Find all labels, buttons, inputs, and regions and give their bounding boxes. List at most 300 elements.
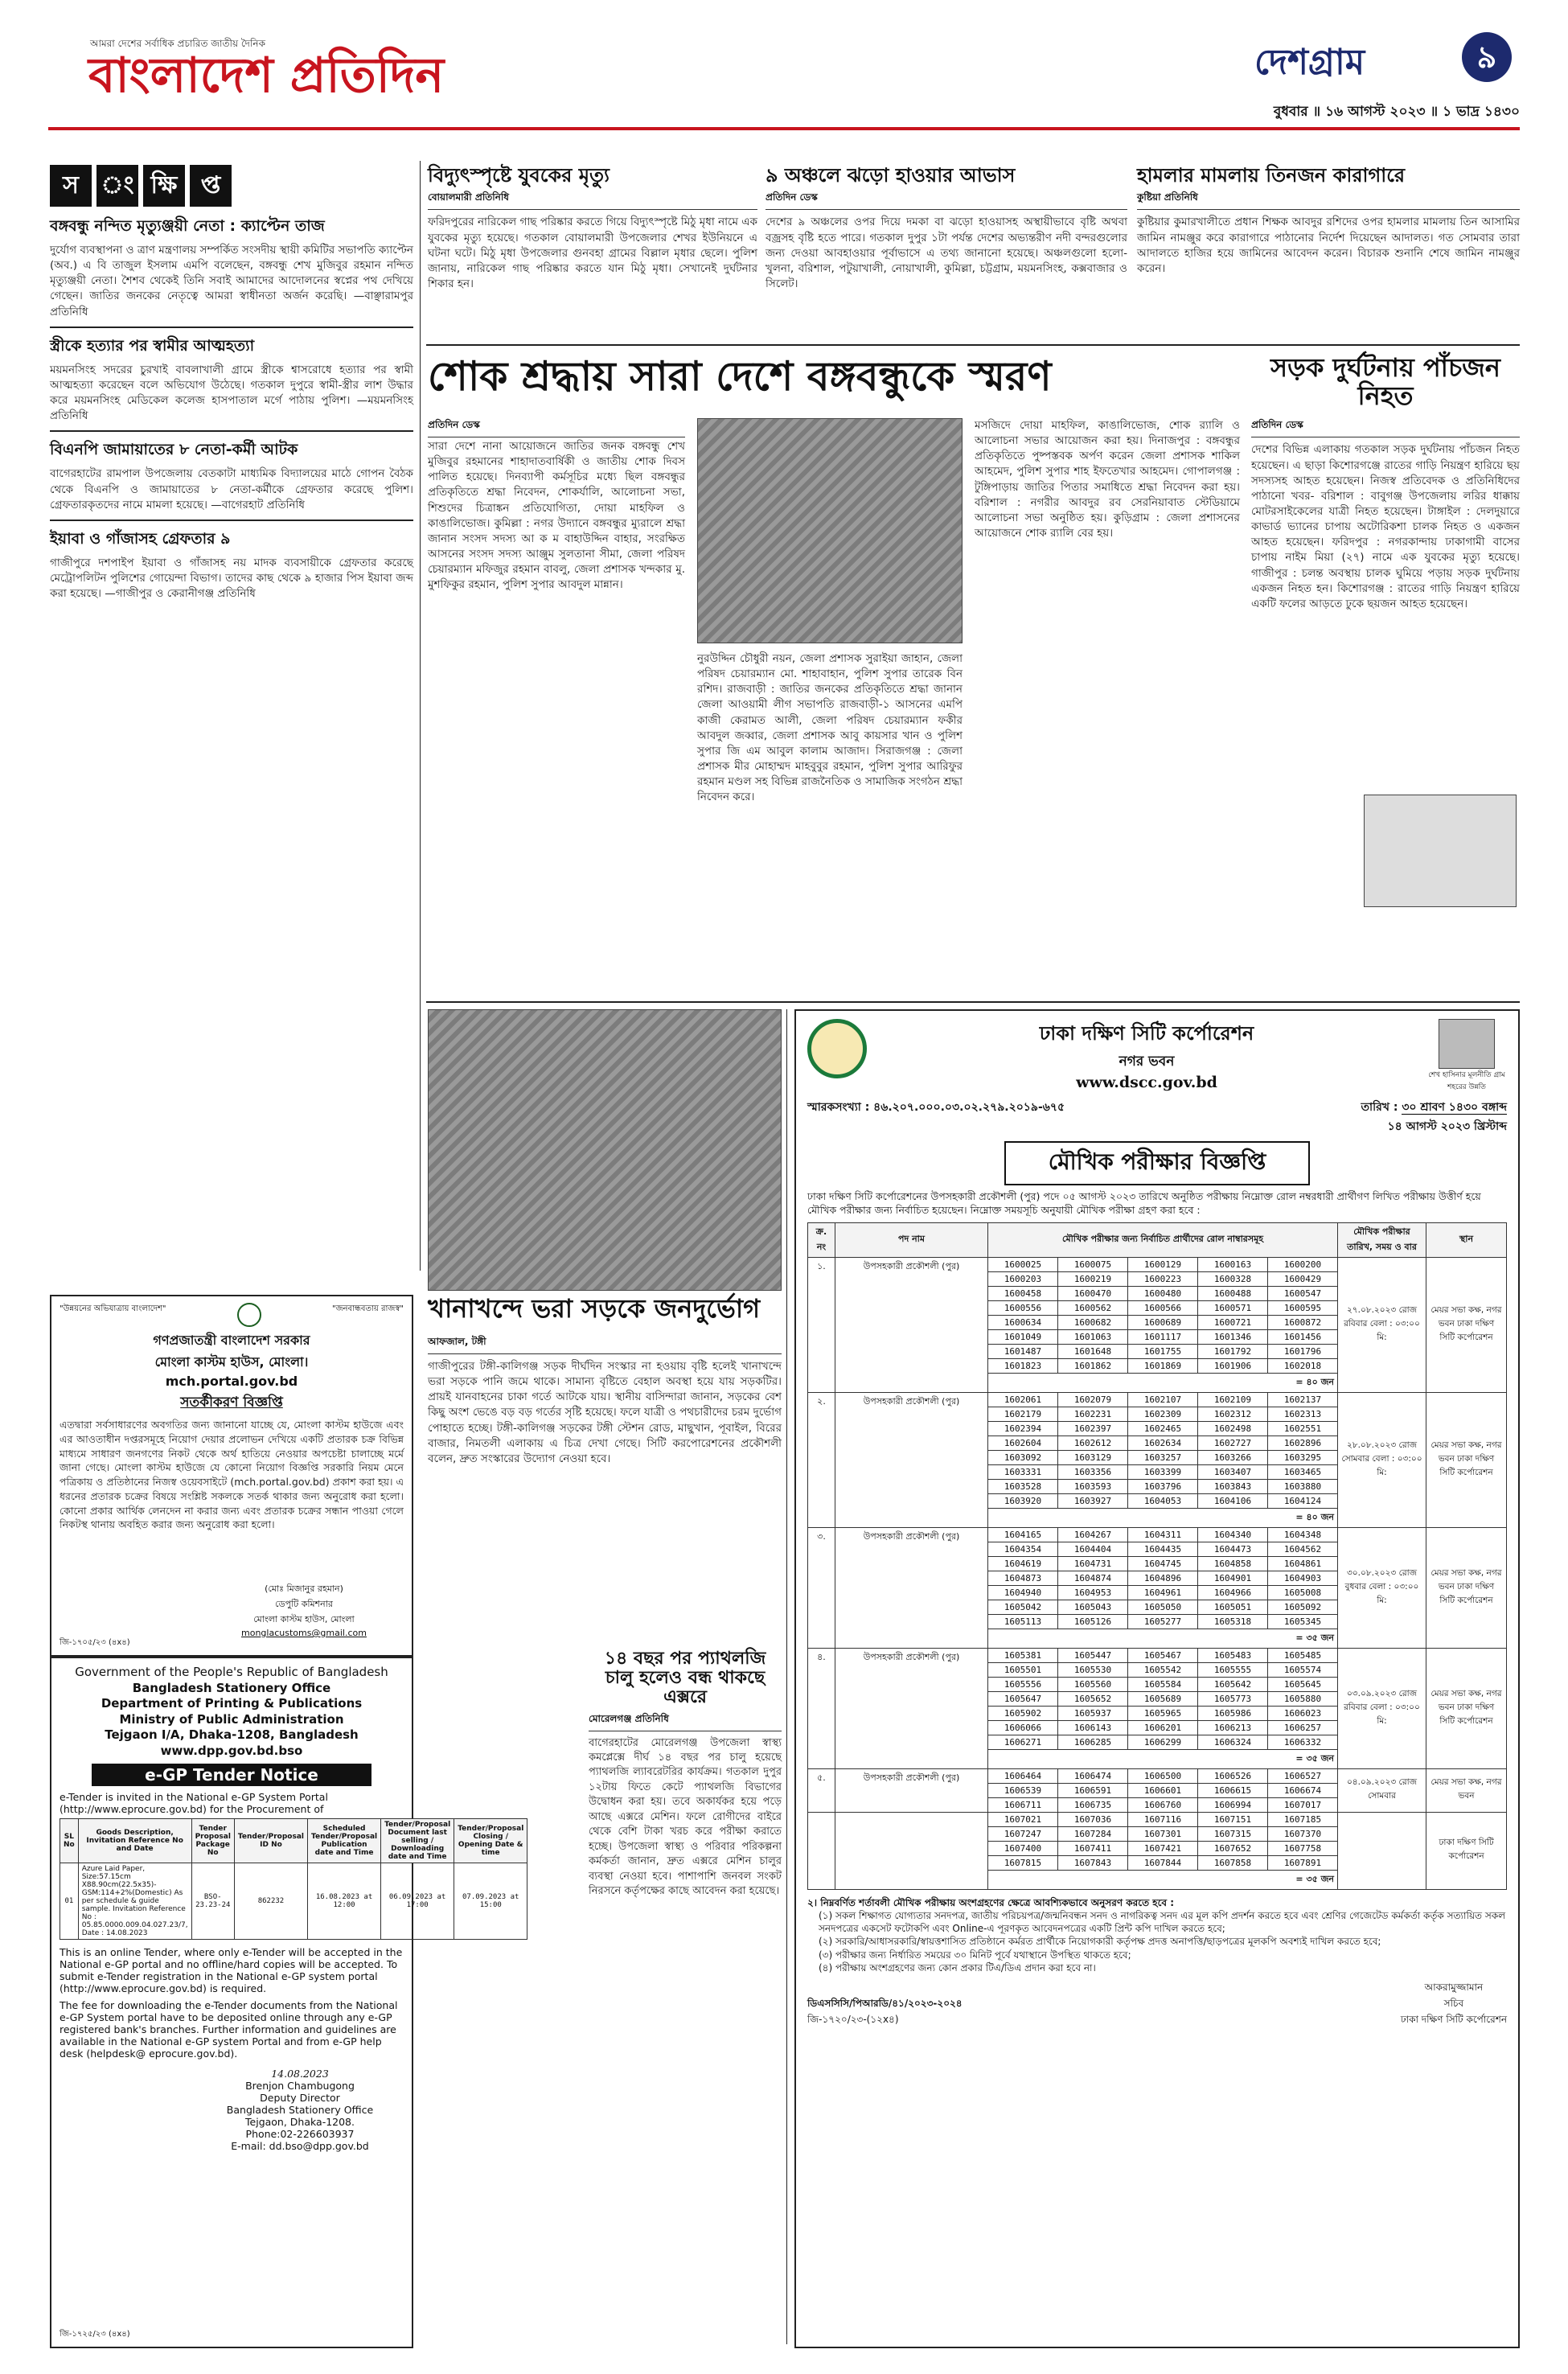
col-header: ক্র. নং: [808, 1222, 835, 1257]
roll-cell: 1603528: [988, 1479, 1058, 1493]
lead-headline: শোক শ্রদ্ধায় সারা দেশে বঙ্গবন্ধুকে স্মরণ: [428, 352, 1052, 400]
roll-cell: 1600328: [1198, 1271, 1268, 1286]
ad-title: সতর্কীকরণ বিজ্ঞপ্তি: [180, 1394, 283, 1411]
roll-cell: 1605965: [1128, 1706, 1198, 1720]
roll-cell: 1604858: [1198, 1556, 1268, 1571]
dscc-ref: ডিএসসিসি/পিআরডি/৪১/২০২৩-২০২৪: [807, 1997, 963, 2009]
roll-cell: 1602604: [988, 1435, 1058, 1450]
serial-cell: ৫.: [808, 1768, 835, 1812]
post-cell: উপসহকারী প্রকৌশলী (পুর): [835, 1527, 988, 1648]
roll-cell: 1602727: [1198, 1435, 1268, 1450]
roll-cell: 1607844: [1128, 1855, 1198, 1870]
roll-cell: 1602313: [1268, 1407, 1338, 1421]
road-story: [428, 1335, 782, 1641]
roll-cell: 1607151: [1198, 1812, 1268, 1826]
count-cell: = ৪০ জন: [988, 1373, 1338, 1392]
roll-cell: 1601862: [1058, 1358, 1128, 1373]
brief-title: বিএনপি জামায়াতের ৮ নেতা-কর্মী আটক: [50, 441, 298, 459]
customs-notice: [50, 1295, 413, 1657]
dscc-notice: [794, 1009, 1520, 2348]
roll-cell: 1606066: [988, 1720, 1058, 1735]
tender-cell: 06.09.2023 at 17:00: [381, 1863, 454, 1940]
ad-slogan: "উন্নয়নের অভিযাত্রায় বাংলাদেশ": [60, 1304, 166, 1313]
roll-cell: 1600219: [1058, 1271, 1128, 1286]
tender-paragraph: This is an online Tender, where only e-Tender will be accepted in the National e-GP portal and no offline/hard copies will be accepted. To submit e-Tender registration in the National e-GP system portal (http://www.eprocure.gov.bd) is required.: [60, 1946, 403, 1994]
lead-column: সারা দেশে নানা আয়োজনে জাতির জনক বঙ্গবন্ধু শেখ মুজিবুর রহমানের শাহাদাতবার্ষিকী ও জাতীয় শোক দিবস পালিত হয়েছে। দিনব্যাপী কর্মসূচির মধ্যে ছিল বঙ্গবন্ধুর প্রতিকৃতিতে শ্রদ্ধা নিবেদন, শোকর্যালি, আলোচনা সভা, শিশুদের চিত্রাঙ্কন প্রতিযোগিতা, দোয়া মাহফিল ও কাঙালিভোজ। কুমিল্লা : নগর উদ্যানে বঙ্গবন্ধুর ম্যুরালে শ্রদ্ধা জানান সংসদ সদস্য আ ক ম বাহাউদ্দিন বাহার, সংরক্ষিত আসনের সংসদ সদস্য আঞ্জুম সুলতানা সীমা, জেলা পরিষদ চেয়ারম্যান মফিজুর রহমান বাবলু, জেলা প্রশাসক খন্দকার মু. মুশফিকুর রহমান, পুলিশ সুপার আবদুল মান্নান।: [428, 440, 685, 592]
dscc-bhaban: নগর ভবন: [1119, 1054, 1175, 1070]
count-cell: = ৩৫ জন: [988, 1749, 1338, 1768]
roll-cell: 1602231: [1058, 1407, 1128, 1421]
roll-cell: 1605902: [988, 1706, 1058, 1720]
roll-table-header: [808, 1222, 1507, 1257]
story-byline: কুষ্টিয়া প্রতিনিধি: [1137, 191, 1520, 210]
roll-cell: 1604106: [1198, 1493, 1268, 1508]
roll-cell: 1600566: [1128, 1300, 1198, 1315]
count-cell: = ৪০ জন: [988, 1508, 1338, 1527]
masthead: [0, 0, 1568, 161]
roll-cell: 1601049: [988, 1329, 1058, 1344]
story-headline: বিদ্যুৎস্পৃষ্টে যুবকের মৃত্যু: [428, 163, 610, 187]
date-cell: ৩০.০৮.২০২৩ রোজ বুধবার বেলা : ০৩:০০ মি:: [1338, 1527, 1426, 1648]
lead-photo: [697, 418, 963, 643]
roll-cell: 1601792: [1198, 1344, 1268, 1358]
roll-cell: 1606994: [1198, 1797, 1268, 1812]
roll-cell: 1605485: [1268, 1648, 1338, 1662]
lead-story: [428, 418, 1240, 997]
tender-notice: [50, 1657, 524, 2348]
ad-body: এতদ্বারা সর্বসাধারণের অবগতির জন্য জানানো যাচ্ছে যে, মোংলা কাস্টম হাউজে এবং এর আওতাধীন দপ্তরসমূহে নিয়োগ দেয়ার প্রলোভন দেখিয়ে একটি প্রতারক চক্র বিভিন্ন মাধ্যমে সাধারণ জনগণের নিকট থেকে অর্থ হাতিয়ে নেওয়ার অপচেষ্টা চালাচ্ছে মর্মে জানা গেছে। মোংলা কাস্টম হাউজে যে কোনো নিয়োগ বিজ্ঞপ্তি সরকারি নিয়ম মেনে পত্রিকায় ও প্রতিষ্ঠানের নিজস্ব ওয়েবসাইটে (mch.portal.gov.bd) প্রকাশ করা হয়। এ ধরনের প্রতারক চক্রের বিষয়ে সংশ্লিষ্ট সকলকে সতর্ক থাকার জন্য অনুরোধ করা হলো। কোনো প্রকার আর্থিক লেনদেন না করার জন্য এবং প্রতারক চক্রের সন্ধান পাওয়া গেলে নিকটস্থ থানায় অবহিত করার জন্য অনুরোধ করা হলো।: [60, 1419, 404, 1531]
lead-column: নুরউদ্দিন চৌধুরী নয়ন, জেলা প্রশাসক সুরাইয়া জাহান, জেলা পরিষদ চেয়ারম্যান মো. শাহাবাহান, পুলিশ সুপার তারেক বিন রশিদ। রাজবাড়ী : জাতির জনকের প্রতিকৃতিতে শ্রদ্ধা জানান জেলা আওয়ামী লীগ সভাপতি রাজবাড়ী-১ আসনের এমপি কাজী কেরামত আলী, জেলা পরিষদ চেয়ারম্যান ফকীর আবদুল জব্বার, জেলা প্রশাসক আবু কায়সার খান ও পুলিশ সুপার জি এম আবুল কালাম আজাদ। সিরাজগঞ্জ : জেলা প্রশাসক মীর মোহাম্মদ মাহবুবুর রহমান, পুলিশ সুপার আরিফুর রহমান মণ্ডল সহ বিভিন্ন রাজনৈতিক ও সামাজিক সংগঠন শ্রদ্ধা নিবেদন করে।: [697, 652, 963, 804]
tender-gov: Government of the People's Republic of Bangladesh: [75, 1665, 388, 1679]
roll-cell: 1602612: [1058, 1435, 1128, 1450]
roll-cell: 1607247: [988, 1826, 1058, 1841]
pathology-story: [428, 1649, 782, 2348]
briefs-letter: ং: [96, 165, 138, 207]
masthead-brand[interactable]: বাংলাদেশ প্রতিদিন: [88, 47, 445, 104]
roll-cell: 1605483: [1198, 1648, 1268, 1662]
signer-email[interactable]: E-mail: dd.bso@dpp.gov.bd: [231, 2140, 369, 2152]
story-headline: হামলার মামলায় তিনজন কারাগারে: [1137, 163, 1406, 187]
top-story: [428, 165, 757, 342]
story-body: ফরিদপুরের নারিকেল গাছ পরিষ্কার করতে গিয়ে বিদ্যুৎস্পৃষ্টে মিঠু মৃধা নামে এক যুবকের মৃত্যু হয়েছে। গতকাল বোয়ালমারী উপজেলার শেখর ইউনিয়নে এ ঘটনা ঘটে। মিঠু মৃধা উপজেলার গুনবহা গ্রামের বিল্লাল মৃধার ছেলে। পুলিশ জানায়, নারিকেল গাছ পরিষ্কার করতে যান মিঠু মৃধা। সেখানেই দুর্ঘটনার শিকার হন।: [428, 216, 757, 291]
roll-cell: 1601869: [1128, 1358, 1198, 1373]
tender-cell: Azure Laid Paper, Size:57.15cm X88.90cm(22.5x35)-GSM:114+2%(Domestic) As per schedule & guide sample. Invitation Reference No : 05.85.0000.009.04.027.23/7, Date : 14.08.2023: [78, 1863, 191, 1940]
roll-cell: 1603593: [1058, 1479, 1128, 1493]
roll-cell: 1601755: [1128, 1344, 1198, 1358]
date-cell: ২৭.০৮.২০২৩ রোজ রবিবার বেলা : ০৩:০০ মি:: [1338, 1257, 1426, 1392]
issue-date: বুধবার ॥ ১৬ আগস্ট ২০২৩ ॥ ১ ভাদ্র ১৪৩০: [1273, 104, 1520, 120]
tender-paragraph: The fee for downloading the e-Tender documents from the National e-GP System portal have to be deposited online through any e-GP registered bank's branches. Further information and guidelines are available in the National e-GP system Portal and from e-GP help desk (helpdesk@ eprocure.gov.bd).: [60, 1999, 398, 2060]
roll-cell: 1607815: [988, 1855, 1058, 1870]
row-rule: [426, 344, 1520, 346]
roll-cell: 1604562: [1268, 1542, 1338, 1556]
roll-cell: 1604966: [1198, 1585, 1268, 1600]
story-byline: প্রতিদিন ডেস্ক: [766, 191, 1127, 210]
roll-cell: 1606324: [1198, 1735, 1268, 1749]
tender-col-header: Tender/Proposal Document last selling / Downloading date and Time: [381, 1819, 454, 1863]
tender-signature: [196, 2068, 404, 2152]
roll-cell: 1605689: [1128, 1691, 1198, 1706]
post-cell: উপসহকারী প্রকৌশলী (পুর): [835, 1392, 988, 1527]
signer-phone: Phone:02-226603937: [245, 2128, 355, 2140]
roll-cell: 1606601: [1128, 1783, 1198, 1797]
tender-address: Tejgaon I/A, Dhaka-1208, Bangladesh: [105, 1727, 359, 1742]
roll-cell: 1607185: [1268, 1812, 1338, 1826]
road-headline: খানাখন্দে ভরা সড়কে জনদুর্ভোগ: [428, 1293, 761, 1324]
roll-cell: 1600556: [988, 1300, 1058, 1315]
roll-cell: 1604404: [1058, 1542, 1128, 1556]
roll-cell: 1603465: [1268, 1464, 1338, 1479]
tender-cell: 16.08.2023 at 12:00: [308, 1863, 381, 1940]
serial-cell: ২.: [808, 1392, 835, 1527]
tender-intro: e-Tender is invited in the National e-GP System Portal (http://www.eprocure.gov.bd) for the Procurement of: [60, 1791, 328, 1815]
roll-cell: 1605937: [1058, 1706, 1128, 1720]
table-row: [808, 1768, 1507, 1783]
roll-cell: 1604619: [988, 1556, 1058, 1571]
roll-cell: 1605645: [1268, 1677, 1338, 1691]
roll-cell: 1603880: [1268, 1479, 1338, 1493]
roll-cell: 1604267: [1058, 1527, 1128, 1542]
tender-col-header: Goods Description, Invitation Reference No and Date: [78, 1819, 191, 1863]
accident-headline: সড়ক দুর্ঘটনায় পাঁচজন নিহত: [1270, 352, 1500, 412]
ad-ref: জি-১৭০৫/২৩ (৪x৪): [60, 1638, 130, 1647]
dscc-memo: স্মারকসংখ্যা : ৪৬.২০৭.০০০.০৩.০২.২৭৯.২০১৯-৬৭৫: [807, 1101, 1065, 1114]
roll-cell: 1600571: [1198, 1300, 1268, 1315]
post-cell: উপসহকারী প্রকৌশলী (পুর): [835, 1768, 988, 1812]
ad-slogan: "জনবান্ধবতায় রাজস্ব": [332, 1304, 404, 1313]
roll-cell: 1606332: [1268, 1735, 1338, 1749]
roll-cell: 1606674: [1268, 1783, 1338, 1797]
roll-cell: 1607017: [1268, 1797, 1338, 1812]
roll-cell: 1600163: [1198, 1257, 1268, 1271]
signer-title: ডেপুটি কমিশনার: [275, 1599, 333, 1609]
tender-cell: 07.09.2023 at 15:00: [454, 1863, 527, 1940]
masthead-tagline: আমরা দেশের সর্বাধিক প্রচারিত জাতীয় দৈনিক: [90, 38, 265, 49]
brief-item: [50, 438, 413, 512]
roll-cell: 1605050: [1128, 1600, 1198, 1614]
brief-title: ইয়াবা ও গাঁজাসহ গ্রেফতার ৯: [50, 529, 231, 548]
roll-cell: 1602179: [988, 1407, 1058, 1421]
tender-col-header: Tender/Proposal Closing / Opening Date & time: [454, 1819, 527, 1863]
dscc-intro: ঢাকা দক্ষিণ সিটি কর্পোরেশনের উপসহকারী প্রকৌশলী (পুর) পদে ০৫ আগস্ট ২০২৩ তারিখে অনুষ্ঠিত পরীক্ষায় নিম্নোক্ত রোল নম্বরধারী প্রার্থীগণ লিখিত পরীক্ষায় উত্তীর্ণ হয়ে মৌখিক পরীক্ষার জন্য নির্বাচিত হয়েছেন। নিম্নোক্ত সময়সূচি অনুযায়ী মৌখিক পরীক্ষা গ্রহণ করা হবে :: [807, 1190, 1481, 1216]
roll-cell: 1606526: [1198, 1768, 1268, 1783]
roll-cell: 1606615: [1198, 1783, 1268, 1797]
signer-title: Deputy Director: [260, 2092, 340, 2104]
story-headline: ৯ অঞ্চলে ঝড়ো হাওয়ার আভাস: [766, 163, 1016, 187]
notes-title: ২। নিম্নবর্ণিত শর্তাবলী মৌখিক পরীক্ষায় অংশগ্রহণের ক্ষেত্রে আবশ্যিকভাবে অনুসরণ করতে হবে :: [807, 1896, 1175, 1908]
roll-cell: 1601487: [988, 1344, 1058, 1358]
top-story: [766, 165, 1127, 342]
roll-cell: 1606735: [1058, 1797, 1128, 1812]
signer-office: Bangladesh Stationery Office: [226, 2104, 374, 2116]
roll-cell: 1604874: [1058, 1571, 1128, 1585]
roll-cell: 1604124: [1268, 1493, 1338, 1508]
signer-name: আকরামুজ্জামান: [1424, 1981, 1484, 1993]
roll-cell: 1605113: [988, 1614, 1058, 1629]
ad-website[interactable]: mch.portal.gov.bd: [165, 1374, 298, 1389]
portrait-caption: শেখ হাসিনার মূলনীতি গ্রাম শহরের উন্নতি: [1428, 1071, 1505, 1091]
story-body: কুষ্টিয়ার কুমারখালীতে প্রধান শিক্ষক আবদুর রশিদের ওপর হামলার মামলায় তিন আসামির জামিন নামঞ্জুর করে কারাগারে পাঠানোর নির্দেশ দিয়েছেন আদালত। গত সোমবার তারা আদালতে হাজির হয়ে জামিনের আবেদন করেন। বিচারক শুনানি শেষে জামিন নামঞ্জুর করেন।: [1137, 216, 1520, 275]
roll-cell: 1607652: [1198, 1841, 1268, 1855]
signer-address: Tejgaon, Dhaka-1208.: [245, 2116, 355, 2128]
note-item: (৪) পরীক্ষায় অংশগ্রহণের জন্য কোন প্রকার টিএ/ডিএ প্রদান করা হবে না।: [819, 1961, 1096, 1974]
lead-column: মসজিদে দোয়া মাহফিল, কাঙালিভোজ, শোক র‌্যালি ও আলোচনা সভার আয়োজন করা হয়। দিনাজপুর : বঙ্গবন্ধুর প্রতিকৃতিতে পুষ্পস্তবক অর্পণ করেন জেলা প্রশাসক শাকিল আহমেদ, পুলিশ সুপার শাহ ইফতেখার আহমেদ। গোপালগঞ্জ : টুঙ্গিপাড়ায় জাতির পিতার সমাধিতে শ্রদ্ধা নিবেদন করা হয়। বরিশাল : নগরীর আবদুর রব সেরনিয়াবাত স্টেডিয়ামে আলোচনা সভা অনুষ্ঠিত হয়। কুড়িগ্রাম : জেলা প্রশাসনের আয়োজনে শোক র‌্যালি বের হয়।: [975, 419, 1240, 540]
top-story: [1137, 165, 1520, 342]
roll-cell: 1607301: [1128, 1826, 1198, 1841]
roll-cell: 1605560: [1058, 1677, 1128, 1691]
roll-cell: 1600682: [1058, 1315, 1128, 1329]
roll-cell: 1605880: [1268, 1691, 1338, 1706]
roll-cell: 1607284: [1058, 1826, 1128, 1841]
brief-body: বাগেরহাটের রামপাল উপজেলায় বেতকাটা মাধ্যমিক বিদ্যালয়ের মাঠে গোপন বৈঠক থেকে বিএনপি ও জামায়াতের ৮ নেতা-কর্মীকে গ্রেফতার করেছে পুলিশ। গ্রেফতারকৃতদের নামে মামলা হয়েছে। —বাগেরহাট প্রতিনিধি: [50, 467, 413, 511]
roll-cell: 1605051: [1198, 1600, 1268, 1614]
dscc-website[interactable]: www.dscc.gov.bd: [1076, 1074, 1217, 1091]
tender-ministry: Ministry of Public Administration: [119, 1711, 344, 1727]
dscc-ref: জি-১৭২০/২৩-(১২x৪): [807, 2013, 899, 2025]
roll-cell: 1604348: [1268, 1527, 1338, 1542]
roll-cell: 1607370: [1268, 1826, 1338, 1841]
table-row: [808, 1812, 1507, 1826]
roll-cell: 1605381: [988, 1648, 1058, 1662]
lead-byline: প্রতিদিন ডেস্ক: [428, 418, 685, 437]
roll-cell: 1605092: [1268, 1600, 1338, 1614]
roll-cell: 1602309: [1128, 1407, 1198, 1421]
roll-cell: 1601063: [1058, 1329, 1128, 1344]
roll-cell: 1607021: [988, 1812, 1058, 1826]
roll-cell: 1603092: [988, 1450, 1058, 1464]
roll-cell: 1601456: [1268, 1329, 1338, 1344]
roll-cell: 1601346: [1198, 1329, 1268, 1344]
signature-date: 14.08.2023: [271, 2068, 329, 2080]
roll-cell: 1603257: [1128, 1450, 1198, 1464]
briefs-column: [50, 165, 413, 1283]
serial-cell: ১.: [808, 1257, 835, 1392]
roll-cell: 1605318: [1198, 1614, 1268, 1629]
serial-cell: [808, 1812, 835, 1889]
roll-cell: 1602397: [1058, 1421, 1128, 1435]
roll-cell: 1603129: [1058, 1450, 1128, 1464]
brief-title: স্ত্রীকে হত্যার পর স্বামীর আত্মহত্যা: [50, 336, 255, 355]
roll-cell: 1604901: [1198, 1571, 1268, 1585]
note-item: (৩) পরীক্ষার জন্য নির্ধারিত সময়ের ৩০ মিনিট পূর্বে যথাস্থানে উপস্থিত থাকতে হবে;: [819, 1949, 1131, 1961]
roll-cell: 1600075: [1058, 1257, 1128, 1271]
roll-cell: 1601796: [1268, 1344, 1338, 1358]
roll-cell: 1600721: [1198, 1315, 1268, 1329]
date-cell: [1338, 1812, 1426, 1889]
emblem-icon: [237, 1303, 261, 1327]
roll-cell: 1605530: [1058, 1662, 1128, 1677]
roll-table-body: [808, 1257, 1507, 1889]
pathology-headline: ১৪ বছর পর প্যাথলজি চালু হলেও বন্ধ থাকছে এক্সরে: [604, 1648, 766, 1708]
roll-cell: 1607036: [1058, 1812, 1128, 1826]
briefs-letter: ক্ষি: [143, 165, 185, 207]
roll-cell: 1600480: [1128, 1286, 1198, 1300]
roll-cell: 1605043: [1058, 1600, 1128, 1614]
col-header: স্থান: [1426, 1222, 1507, 1257]
roll-cell: 1604953: [1058, 1585, 1128, 1600]
roll-cell: 1600689: [1128, 1315, 1198, 1329]
tender-website[interactable]: www.dpp.gov.bd.bso: [160, 1743, 303, 1758]
roll-cell: 1604731: [1058, 1556, 1128, 1571]
roll-cell: 1604745: [1128, 1556, 1198, 1571]
roll-cell: 1602109: [1198, 1392, 1268, 1407]
table-row: [808, 1257, 1507, 1271]
roll-cell: 1600488: [1198, 1286, 1268, 1300]
roll-cell: 1605542: [1128, 1662, 1198, 1677]
dscc-org: ঢাকা দক্ষিণ সিটি কর্পোরেশন: [1039, 1022, 1254, 1045]
roll-cell: 1606143: [1058, 1720, 1128, 1735]
dscc-refs: [807, 1997, 963, 2029]
serial-cell: ৪.: [808, 1648, 835, 1768]
roll-cell: 1606527: [1268, 1768, 1338, 1783]
roll-cell: 1602498: [1198, 1421, 1268, 1435]
note-item: (১) সকল শিক্ষাগত যোগ্যতার সনদপত্র, জাতীয় পরিচয়পত্র/জন্মনিবন্ধন সনদ ও নাগরিকত্ব সনদ এর মূল কপি প্রদর্শন করতে হবে এবং শ্রেণির গেজেটেড কর্মকর্তা কর্তৃক সত্যায়িত সকল সনদপত্রের একসেট ফটোকপি এবং Online-এ পূরণকৃত আবেদনপত্রের একটি প্রিন্ট কপি দাখিল করতে হবে;: [819, 1909, 1506, 1935]
place-cell: মেয়র সভা কক্ষ, নগর ভবন ঢাকা দক্ষিণ সিটি কর্পোরেশন: [1426, 1527, 1507, 1648]
date-cell: ০৩.০৯.২০২৩ রোজ রবিবার বেলা : ০৩:০০ মি:: [1338, 1648, 1426, 1768]
road-body: গাজীপুরের টঙ্গী-কালিগঞ্জ সড়ক দীর্ঘদিন সংস্কার না হওয়ায় বৃষ্টি হলেই খানাখন্দে ভরা সড়কে পানি জমে থাকে। সামান্য বৃষ্টিতে বেহাল অবস্থা হয়ে যায় সড়কটির। প্রায়ই যানবাহনের চাকা গর্তে আটকে যায়। স্থানীয় বাসিন্দারা জানান, সড়কের বেশ কিছু অংশ ভেঙে বড় বড় গর্তের সৃষ্টি হয়েছে। ফলে যাত্রী ও পথচারীদের চরম দুর্ভোগ পোহাতে হচ্ছে। টঙ্গী-কালিগঞ্জ সড়কের টঙ্গী স্টেশন রোড, মাছুখান, পূবাইল, বিরের বাজার, নিমতলী এলাকায় এ চিত্র দেখা গেছে। সিটি করপোরেশনের প্রকৌশলী বলেন, দ্রুত সংস্কারের উদ্যোগ নেওয়া হবে।: [428, 1360, 782, 1465]
roll-cell: 1604354: [988, 1542, 1058, 1556]
roll-cell: 1605042: [988, 1600, 1058, 1614]
roll-cell: 1607858: [1198, 1855, 1268, 1870]
roll-cell: 1605555: [1198, 1662, 1268, 1677]
roll-cell: 1602018: [1268, 1358, 1338, 1373]
roll-cell: 1606474: [1058, 1768, 1128, 1783]
roll-cell: 1600458: [988, 1286, 1058, 1300]
masthead-rule: [48, 127, 1520, 130]
roll-cell: 1605467: [1128, 1648, 1198, 1662]
tender-cell: 01: [60, 1863, 79, 1940]
roll-cell: 1606257: [1268, 1720, 1338, 1735]
roll-cell: 1600547: [1268, 1286, 1338, 1300]
brief-item: [50, 215, 413, 320]
signer-email[interactable]: monglacustoms@gmail.com: [241, 1628, 367, 1638]
roll-cell: 1603843: [1198, 1479, 1268, 1493]
tender-cell: BSO-23.23-24: [191, 1863, 234, 1940]
roll-cell: 1603266: [1198, 1450, 1268, 1464]
roll-cell: 1603796: [1128, 1479, 1198, 1493]
brief-title: বঙ্গবন্ধু নন্দিত মৃত্যুঞ্জয়ী নেতা : ক্যাপ্টেন তাজ: [50, 217, 325, 235]
col-header: মৌখিক পরীক্ষার জন্য নির্বাচিত প্রার্থীদের রোল নাম্বারসমূহ: [988, 1222, 1338, 1257]
place-cell: ঢাকা দক্ষিণ সিটি কর্পোরেশন: [1426, 1812, 1507, 1889]
roll-cell: 1607758: [1268, 1841, 1338, 1855]
section-title: দেশগ্রাম: [1254, 42, 1365, 83]
roll-cell: 1605584: [1128, 1677, 1198, 1691]
roll-cell: 1602137: [1268, 1392, 1338, 1407]
dscc-date: তারিখ : ৩০ শ্রাবণ ১৪৩০ বঙ্গাব্দ ১৪ আগস্ট ২০২৩ খ্রিস্টাব্দ: [1361, 1101, 1507, 1133]
roll-cell: 1606299: [1128, 1735, 1198, 1749]
pathology-byline: মোরেলগঞ্জ প্রতিনিধি: [589, 1712, 782, 1731]
dscc-logo-icon: [807, 1019, 867, 1078]
row-rule: [426, 1001, 1520, 1003]
ad-signature: [204, 1582, 404, 1638]
tender-notice-banner: e-GP Tender Notice: [92, 1764, 371, 1786]
ad-gov: গণপ্রজাতন্ত্রী বাংলাদেশ সরকার: [153, 1333, 310, 1348]
roll-cell: 1600634: [988, 1315, 1058, 1329]
roll-cell: 1603927: [1058, 1493, 1128, 1508]
roll-cell: 1604340: [1198, 1527, 1268, 1542]
roll-cell: 1602551: [1268, 1421, 1338, 1435]
roll-cell: 1601906: [1198, 1358, 1268, 1373]
tender-col-header: Tender Proposal Package No: [191, 1819, 234, 1863]
divider: [50, 430, 413, 432]
table-row: [808, 1648, 1507, 1662]
place-cell: মেয়র সভা কক্ষ, নগর ভবন ঢাকা দক্ষিণ সিটি কর্পোরেশন: [1426, 1648, 1507, 1768]
signer-org: ঢাকা দক্ষিণ সিটি কর্পোরেশন: [1400, 2013, 1507, 2025]
roll-cell: 1605447: [1058, 1648, 1128, 1662]
dscc-title: মৌখিক পরীক্ষার বিজ্ঞপ্তি: [1004, 1141, 1310, 1185]
roll-cell: 1606464: [988, 1768, 1058, 1783]
roll-cell: 1606500: [1128, 1768, 1198, 1783]
roll-cell: 1601823: [988, 1358, 1058, 1373]
roll-cell: 1605345: [1268, 1614, 1338, 1629]
signer-name: (মোঃ মিজানুর রহমান): [265, 1583, 343, 1594]
roll-cell: 1602079: [1058, 1392, 1128, 1407]
roll-cell: 1604903: [1268, 1571, 1338, 1585]
serial-cell: ৩.: [808, 1527, 835, 1648]
roll-cell: 1606285: [1058, 1735, 1128, 1749]
dscc-title-block: [867, 1019, 1426, 1091]
table-row: [808, 1527, 1507, 1542]
brief-body: ময়মনসিংহ সদরের চুরখাই বাবলাখালী গ্রামে স্ত্রীকে শ্বাসরোধে হত্যার পর স্বামী আত্মহত্যা করেছেন বলে অভিযোগ উঠেছে। গতকাল দুপুরে স্বামী-স্ত্রীর লাশ উদ্ধার করে ময়মনসিংহ মেডিকেল কলেজ হাসপাতাল মর্গে পাঠায় পুলিশ। —ময়মনসিংহ প্রতিনিধি: [50, 363, 413, 423]
roll-cell: 1601117: [1128, 1329, 1198, 1344]
brief-body: দুর্যোগ ব্যবস্থাপনা ও ত্রাণ মন্ত্রণালয় সম্পর্কিত সংসদীয় স্থায়ী কমিটির সভাপতি ক্যাপ্টেন (অব.) এ বি তাজুল ইসলাম এমপি বলেছেন, বঙ্গবন্ধু শেখ মুজিবুর রহমান নন্দিত মৃত্যুঞ্জয়ী নেতা। শৈশব থেকেই তিনি সবাই আমাদের আদোলনের স্বপ্নের পথ দেখিয়ে গেছেন। জাতির জনকের নেতৃত্বে আমরা স্বাধীনতা অর্জন করেছি। —বাঞ্ছারামপুর প্রতিনিধি: [50, 244, 413, 318]
roll-cell: 1600223: [1128, 1271, 1198, 1286]
roll-cell: 1605277: [1128, 1614, 1198, 1629]
post-cell: উপসহকারী প্রকৌশলী (পুর): [835, 1648, 988, 1768]
tender-col-header: Tender/Proposal ID No: [234, 1819, 307, 1863]
accident-story: [1251, 354, 1520, 997]
divider: [50, 327, 413, 328]
roll-cell: 1602634: [1128, 1435, 1198, 1450]
ad-office: মোংলা কাস্টম হাউস, মোংলা।: [154, 1354, 309, 1370]
place-cell: মেয়র সভা কক্ষ, নগর ভবন: [1426, 1768, 1507, 1812]
roll-cell: 1602394: [988, 1421, 1058, 1435]
roll-cell: 1606539: [988, 1783, 1058, 1797]
roll-cell: 1602107: [1128, 1392, 1198, 1407]
roll-cell: 1600129: [1128, 1257, 1198, 1271]
tender-col-header: Scheduled Tender/Proposal Publication date and Time: [308, 1819, 381, 1863]
date-cell: ২৮.০৮.২০২৩ রোজ সোমবার বেলা : ০৩:০০ মি:: [1338, 1392, 1426, 1527]
road-photo: [428, 1009, 782, 1291]
date-cell: ০৪.০৯.২০২৩ রোজ সোমবার: [1338, 1768, 1426, 1812]
roll-cell: 1600562: [1058, 1300, 1128, 1315]
roll-cell: 1600203: [988, 1271, 1058, 1286]
roll-cell: 1607400: [988, 1841, 1058, 1855]
col-header: পদ নাম: [835, 1222, 988, 1257]
roll-cell: 1606213: [1198, 1720, 1268, 1735]
briefs-letter: স: [50, 165, 92, 207]
briefs-label: [50, 165, 413, 207]
roll-cell: 1600595: [1268, 1300, 1338, 1315]
place-cell: মেয়র সভা কক্ষ, নগর ভবন ঢাকা দক্ষিণ সিটি কর্পোরেশন: [1426, 1392, 1507, 1527]
roll-cell: 1604473: [1198, 1542, 1268, 1556]
briefs-letter: প্ত: [190, 165, 232, 207]
roll-cell: 1606591: [1058, 1783, 1128, 1797]
dscc-signature: [1401, 1981, 1507, 2029]
roll-cell: 1600872: [1268, 1315, 1338, 1329]
table-row: [808, 1392, 1507, 1407]
roll-cell: 1603356: [1058, 1464, 1128, 1479]
truck-illustration: [1364, 795, 1517, 907]
signer-office: মোংলা কাস্টম হাউস, মোংলা: [253, 1614, 355, 1624]
roll-cell: 1605647: [988, 1691, 1058, 1706]
ad-ref: জি-১৭২৫/২৩ (৪x৪): [60, 2330, 130, 2339]
roll-cell: 1604053: [1128, 1493, 1198, 1508]
roll-cell: 1605986: [1198, 1706, 1268, 1720]
roll-cell: 1604861: [1268, 1556, 1338, 1571]
roll-cell: 1604961: [1128, 1585, 1198, 1600]
ad-top-row: [60, 1303, 404, 1327]
